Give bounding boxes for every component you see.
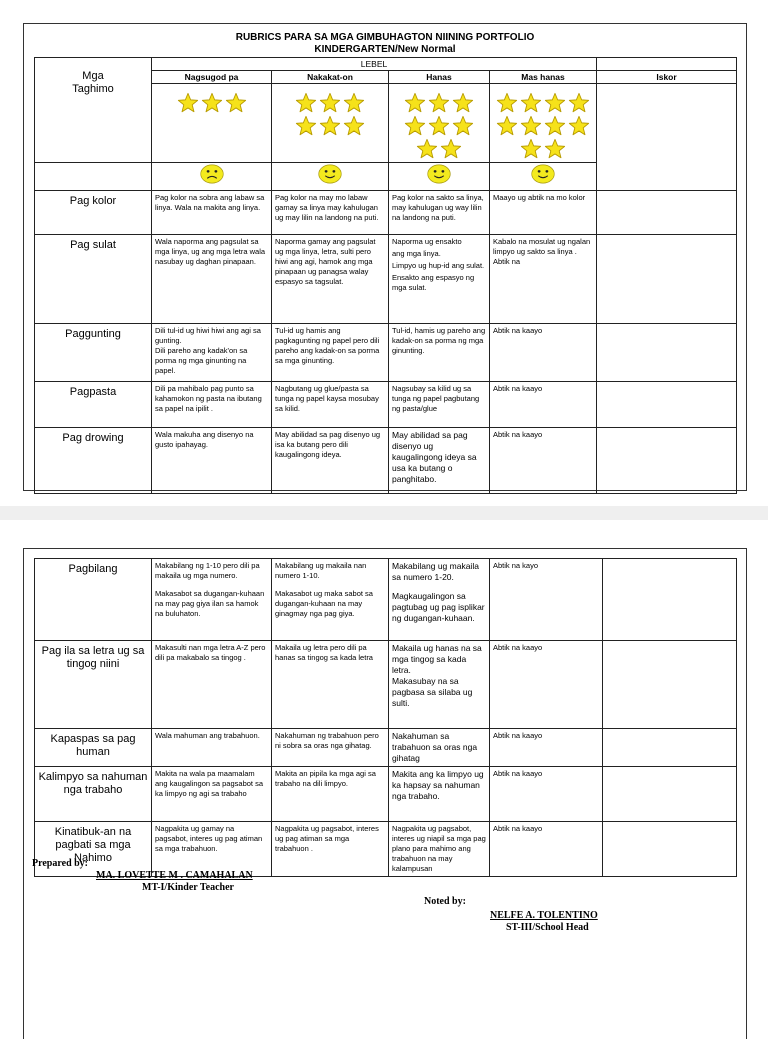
table-row [35, 235, 737, 324]
level-header-nagsugod: Nagsugod pa [152, 71, 272, 84]
descriptor-cell [389, 428, 490, 494]
descriptor-text: Makabilang ug makaila nan numero 1-10. [275, 561, 367, 580]
descriptor-text: Magkaugalingon sa pagtubag ug pag isplikar ng dugangan-kuhaan. [392, 591, 485, 623]
descriptor-text: Kabalo na mosulat ug ngalan limpyo ug sakto sa linya . Abtik na [493, 237, 591, 266]
descriptor-cell [152, 235, 272, 324]
level-header-hanas: Hanas [389, 71, 490, 84]
star-icon [520, 92, 542, 114]
descriptor-cell [152, 822, 272, 877]
descriptor-text: Tul-id, hamis ug pareho ang kadak-on sa porma ng mga ginunting. [392, 326, 486, 355]
star-icon [568, 115, 590, 137]
page-gap [0, 506, 768, 520]
descriptor-cell [490, 235, 597, 324]
face-cell-nagsugod [152, 163, 272, 191]
descriptor-cell [272, 767, 389, 822]
descriptor-cell [490, 822, 603, 877]
face-cell-nakakaton [272, 163, 389, 191]
iskor-cell [603, 641, 737, 729]
criteria-header: Mga Taghimo [35, 58, 152, 163]
star-icon [295, 92, 317, 114]
prepared-by-label: Prepared by: [32, 858, 89, 869]
descriptor-text: Limpyo ug hup-id ang sulat. [392, 261, 485, 270]
descriptor-text: Naporma ug ensakto [392, 237, 462, 246]
descriptor-text: Nagpakita ug gamay na pagsabot, interes ug pag atiman sa mga trabahuon. [155, 824, 263, 853]
criterion-label: Pag drowing [35, 428, 152, 494]
star-icon [295, 115, 317, 137]
face-cell-mas-hanas [490, 163, 597, 191]
descriptor-cell [490, 324, 597, 382]
descriptor-cell [272, 729, 389, 767]
descriptor-cell [272, 641, 389, 729]
iskor-cell [603, 729, 737, 767]
star-rating-3 [171, 86, 253, 114]
iskor-cell [597, 191, 737, 235]
descriptor-text: Makabilang ng 1-10 pero dili pa makaila ug mga numero. [155, 561, 260, 580]
descriptor-cell [490, 191, 597, 235]
iskor-top-cell [597, 58, 737, 71]
descriptor-text: Dili pareho ang kadak'on sa porma ng mga ginunting na papel. [155, 346, 248, 375]
criterion-label: Pagbilang [35, 559, 152, 641]
descriptor-text: Nagpakita ug pagsabot, interes ug pag atiman sa mga trabahuon . [275, 824, 379, 853]
star-icon [319, 92, 341, 114]
descriptor-text: Maayo ug abtik na mo kolor [493, 193, 586, 202]
descriptor-text: Abtik na kaayo [493, 384, 543, 393]
descriptor-cell [490, 729, 603, 767]
descriptor-text: Makaila ug hanas na sa mga tingog sa kada letra. [392, 643, 482, 675]
descriptor-cell [272, 822, 389, 877]
descriptor-cell [272, 382, 389, 428]
descriptor-cell [490, 767, 603, 822]
descriptor-cell [490, 641, 603, 729]
star-cell-hanas [389, 84, 490, 163]
star-cell-nakakaton [272, 84, 389, 163]
table-row [35, 559, 737, 641]
descriptor-cell [272, 324, 389, 382]
star-icon [428, 92, 450, 114]
criterion-label: Pag sulat [35, 235, 152, 324]
star-icon [440, 138, 462, 160]
descriptor-text: Nakahuman ng trabahuon pero ni sobra sa oras nga gihatag. [275, 731, 379, 750]
star-icon [544, 115, 566, 137]
star-icon [496, 92, 518, 114]
star-rating-6 [287, 86, 373, 137]
descriptor-cell [389, 382, 490, 428]
criteria-blank [35, 163, 152, 191]
descriptor-text: Ensakto ang espasyo ng mga sulat. [392, 273, 475, 292]
star-rating-8 [396, 86, 482, 160]
descriptor-cell [272, 559, 389, 641]
descriptor-cell [272, 191, 389, 235]
descriptor-cell [272, 235, 389, 324]
table-row [35, 729, 737, 767]
iskor-cell [603, 767, 737, 822]
descriptor-text: Nagsubay sa kilid ug sa tunga ng papel pagbutang ng pasta/glue [392, 384, 480, 413]
lebel-header: LEBEL [152, 58, 597, 71]
star-icon [343, 115, 365, 137]
star-icon [416, 138, 438, 160]
descriptor-cell [389, 641, 490, 729]
table-row [35, 767, 737, 822]
iskor-blank [597, 84, 737, 191]
table-row [35, 191, 737, 235]
star-icon [496, 115, 518, 137]
descriptor-cell [152, 641, 272, 729]
descriptor-cell [152, 382, 272, 428]
page-2 [0, 520, 768, 1024]
descriptor-text: May abilidad sa pag disenyo ug kaugalingong ideya sa usa ka butang o panghitabo. [392, 430, 477, 484]
table-row [35, 641, 737, 729]
preparer-name: MA. LOVETTE M . CAMAHALAN [96, 870, 253, 881]
descriptor-cell [152, 767, 272, 822]
star-icon [319, 115, 341, 137]
descriptor-text: Makasabot ug maka sabot sa dugangan-kuhaan na may ginagmay nga pag giya. [275, 589, 373, 618]
descriptor-cell [490, 559, 603, 641]
page-1 [0, 0, 768, 506]
criterion-label: Kalimpyo sa nahuman nga trabaho [35, 767, 152, 822]
smiley-face-icon [317, 163, 343, 185]
descriptor-text: Dili pa mahibalo pag punto sa kahamokon ng pasta na ibutang sa papel na ipilit . [155, 384, 262, 413]
criterion-label: Paggunting [35, 324, 152, 382]
star-icon [520, 115, 542, 137]
rubric-table-2 [34, 558, 737, 877]
star-icon [520, 138, 542, 160]
level-header-mas-hanas: Mas hanas [490, 71, 597, 84]
criterion-label: Pagpasta [35, 382, 152, 428]
smiley-face-icon [426, 163, 452, 185]
descriptor-text: Dili tul-id ug hiwi hiwi ang agi sa gunting. [155, 326, 261, 345]
descriptor-text: Makabilang ug makaila sa numero 1-20. [392, 561, 479, 582]
descriptor-text: Makaila ug letra pero dili pa hanas sa tingog sa kada letra [275, 643, 373, 662]
table-row [35, 324, 737, 382]
descriptor-cell [152, 559, 272, 641]
descriptor-text: Wala mahuman ang trabahuon. [155, 731, 260, 740]
descriptor-cell [490, 382, 597, 428]
descriptor-text: ang mga linya. [392, 249, 441, 258]
page-1-border [23, 23, 747, 491]
descriptor-text: Pag kolor na may mo labaw gamay sa linya may kahulugan ug may lilin na landong na puti. [275, 193, 379, 222]
iskor-header: Iskor [597, 71, 737, 84]
iskor-cell [603, 559, 737, 641]
descriptor-text: Makasubay na sa pagbasa sa silaba ug sulti. [392, 676, 473, 708]
star-icon [225, 92, 247, 114]
descriptor-text: Wala naporma ang pagsulat sa mga linya, ug ang mga letra wala nasubay ug daghan pinapaan. [155, 237, 266, 266]
descriptor-cell [152, 428, 272, 494]
table-row [35, 382, 737, 428]
star-cell-nagsugod [152, 84, 272, 163]
descriptor-text: May abilidad sa pag disenyo ug isa ka butang pero dili kaugalingong ideya. [275, 430, 381, 459]
descriptor-text: Tul-id ug hamis ang pagkagunting ng papel pero dili pareho ang kadak-on sa porma sa mga ginunting. [275, 326, 380, 365]
descriptor-text: Abtik na kaayo [493, 643, 543, 652]
descriptor-text: Abtik na kayo [493, 561, 539, 570]
level-header-nakakaton: Nakakat-on [272, 71, 389, 84]
descriptor-text: Makita an pipila ka mga agi sa trabaho na dili limpyo. [275, 769, 376, 788]
descriptor-text: Nagbutang ug glue/pasta sa tunga ng papel kaysa mosubay sa kilid. [275, 384, 379, 413]
descriptor-cell [272, 428, 389, 494]
iskor-cell [597, 382, 737, 428]
descriptor-text: Pag kolor na sakto sa linya, may kahulugan ug way lilin na landong na puti. [392, 193, 484, 222]
criterion-label: Pag ila sa letra ug sa tingog niini [35, 641, 152, 729]
descriptor-text: Abtik na kaayo [493, 731, 543, 740]
star-icon [544, 138, 566, 160]
star-icon [404, 115, 426, 137]
descriptor-cell [389, 767, 490, 822]
descriptor-text: Abtik na kaayo [493, 824, 543, 833]
criterion-label: Kinatibuk-an na pagbati sa mga Nahimo [35, 822, 152, 877]
descriptor-cell [490, 428, 597, 494]
descriptor-cell [152, 729, 272, 767]
descriptor-cell [152, 324, 272, 382]
star-icon [452, 92, 474, 114]
star-icon [177, 92, 199, 114]
smiley-face-icon [530, 163, 556, 185]
descriptor-text: Makita ang ka limpyo ug ka hapsay sa nahuman nga trabaho. [392, 769, 484, 801]
iskor-cell [597, 324, 737, 382]
star-cell-mas-hanas [490, 84, 597, 163]
descriptor-cell [389, 235, 490, 324]
descriptor-text: Nagpakita ug pagsabot, interes ug niapil sa mga pag plano para mahimo ang trabahuon na may kalampusan [392, 824, 486, 873]
descriptor-text: Abtik na kaayo [493, 326, 543, 335]
descriptor-text: Nakahuman sa trabahuon sa oras nga gihatag [392, 731, 478, 763]
star-icon [544, 92, 566, 114]
star-icon [428, 115, 450, 137]
descriptor-cell [389, 729, 490, 767]
descriptor-text: Pag kolor na sobra ang labaw sa linya. Wala na makita ang linya. [155, 193, 265, 212]
descriptor-text: Naporma gamay ang pagsulat ug mga linya, letra, sulti pero hiwi ang agi, hamok ang mga pinapaan ug panagsa walay espasyo sa tagsulat. [275, 237, 376, 286]
table-row [35, 822, 737, 877]
star-icon [201, 92, 223, 114]
star-icon [343, 92, 365, 114]
noted-by-label: Noted by: [424, 896, 466, 907]
noter-title: ST-III/School Head [506, 922, 589, 933]
descriptor-text: Abtik na kaayo [493, 430, 543, 439]
descriptor-text: Abtik na kaayo [493, 769, 543, 778]
star-icon [452, 115, 474, 137]
rubric-title: RUBRICS PARA SA MGA GIMBUHAGTON NIINING PORTFOLIO [235, 32, 535, 43]
descriptor-cell [152, 191, 272, 235]
descriptor-text: Makita na wala pa maamalam ang kaugalingon sa pagsabot sa ka limpyo ng agi sa trabaho [155, 769, 264, 798]
descriptor-text: Makasulti nan mga letra A-Z pero dili pa makabalo sa tingog . [155, 643, 266, 662]
descriptor-cell [389, 822, 490, 877]
rubric-table-1 [34, 57, 737, 494]
descriptor-text: Wala makuha ang disenyo na gusto ipahayag. [155, 430, 254, 449]
face-cell-hanas [389, 163, 490, 191]
iskor-cell [597, 428, 737, 494]
preparer-title: MT-I/Kinder Teacher [142, 882, 234, 893]
descriptor-cell [389, 191, 490, 235]
star-icon [404, 92, 426, 114]
star-rating-10 [496, 86, 591, 160]
descriptor-cell [389, 559, 490, 641]
descriptor-text: Makasabot sa dugangan-kuhaan na may pag giya ilan sa hamok na buluhaton. [155, 589, 265, 618]
page-2-border [23, 548, 747, 1039]
descriptor-cell [389, 324, 490, 382]
iskor-cell [603, 822, 737, 877]
criterion-label: Kapaspas sa pag human [35, 729, 152, 767]
criterion-label: Pag kolor [35, 191, 152, 235]
sad-face-icon [199, 163, 225, 185]
rubric-subtitle: KINDERGARTEN/New Normal [314, 44, 456, 55]
noter-name: NELFE A. TOLENTINO [490, 910, 598, 921]
star-icon [568, 92, 590, 114]
table-row [35, 428, 737, 494]
iskor-cell [597, 235, 737, 324]
